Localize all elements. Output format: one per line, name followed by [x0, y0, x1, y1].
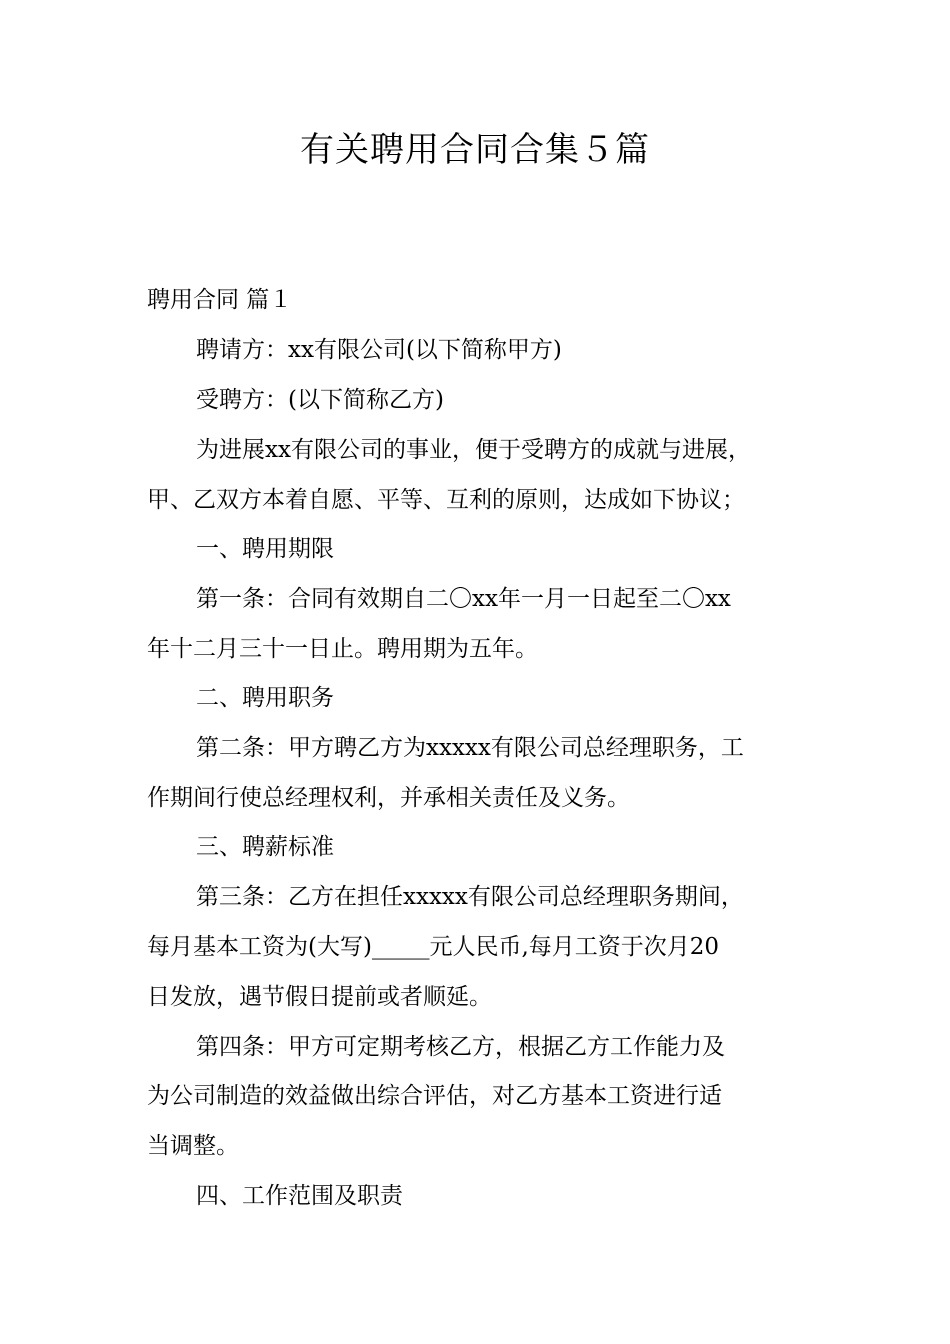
- paragraph-line: 每月基本工资为(大写)_____元人民币,每月工资于次月20: [147, 934, 720, 960]
- clause-heading: 二、聘用职务: [196, 685, 334, 711]
- paragraph-line: 为进展xx有限公司的事业，便于受聘方的成就与进展，: [196, 437, 751, 463]
- paragraph-line: 日发放，遇节假日提前或者顺延。: [147, 984, 492, 1010]
- paragraph-line: 第三条：乙方在担任xxxxx有限公司总经理职务期间，: [196, 884, 744, 910]
- paragraph-line: 第四条：甲方可定期考核乙方，根据乙方工作能力及: [196, 1034, 725, 1060]
- paragraph-line: 年十二月三十一日止。聘用期为五年。: [147, 636, 538, 662]
- paragraph-line: 受聘方：(以下简称乙方): [196, 387, 444, 413]
- section-heading: 聘用合同 篇１: [147, 287, 293, 313]
- paragraph-line: 作期间行使总经理权利，并承相关责任及义务。: [147, 785, 630, 811]
- document-title: 有关聘用合同合集５篇: [300, 130, 650, 170]
- clause-heading: 一、聘用期限: [196, 536, 334, 562]
- paragraph-line: 为公司制造的效益做出综合评估，对乙方基本工资进行适: [147, 1083, 722, 1109]
- clause-heading: 四、工作范围及职责: [196, 1183, 403, 1209]
- clause-heading: 三、聘薪标准: [196, 834, 334, 860]
- paragraph-line: 甲、乙双方本着自愿、平等、互利的原则，达成如下协议；: [147, 487, 745, 513]
- paragraph-line: 聘请方：xx有限公司(以下简称甲方): [196, 337, 562, 363]
- paragraph-line: 当调整。: [147, 1133, 239, 1159]
- paragraph-line: 第二条：甲方聘乙方为xxxxx有限公司总经理职务，工: [196, 735, 744, 761]
- paragraph-line: 第一条：合同有效期自二〇xx年一月一日起至二〇xx: [196, 586, 731, 612]
